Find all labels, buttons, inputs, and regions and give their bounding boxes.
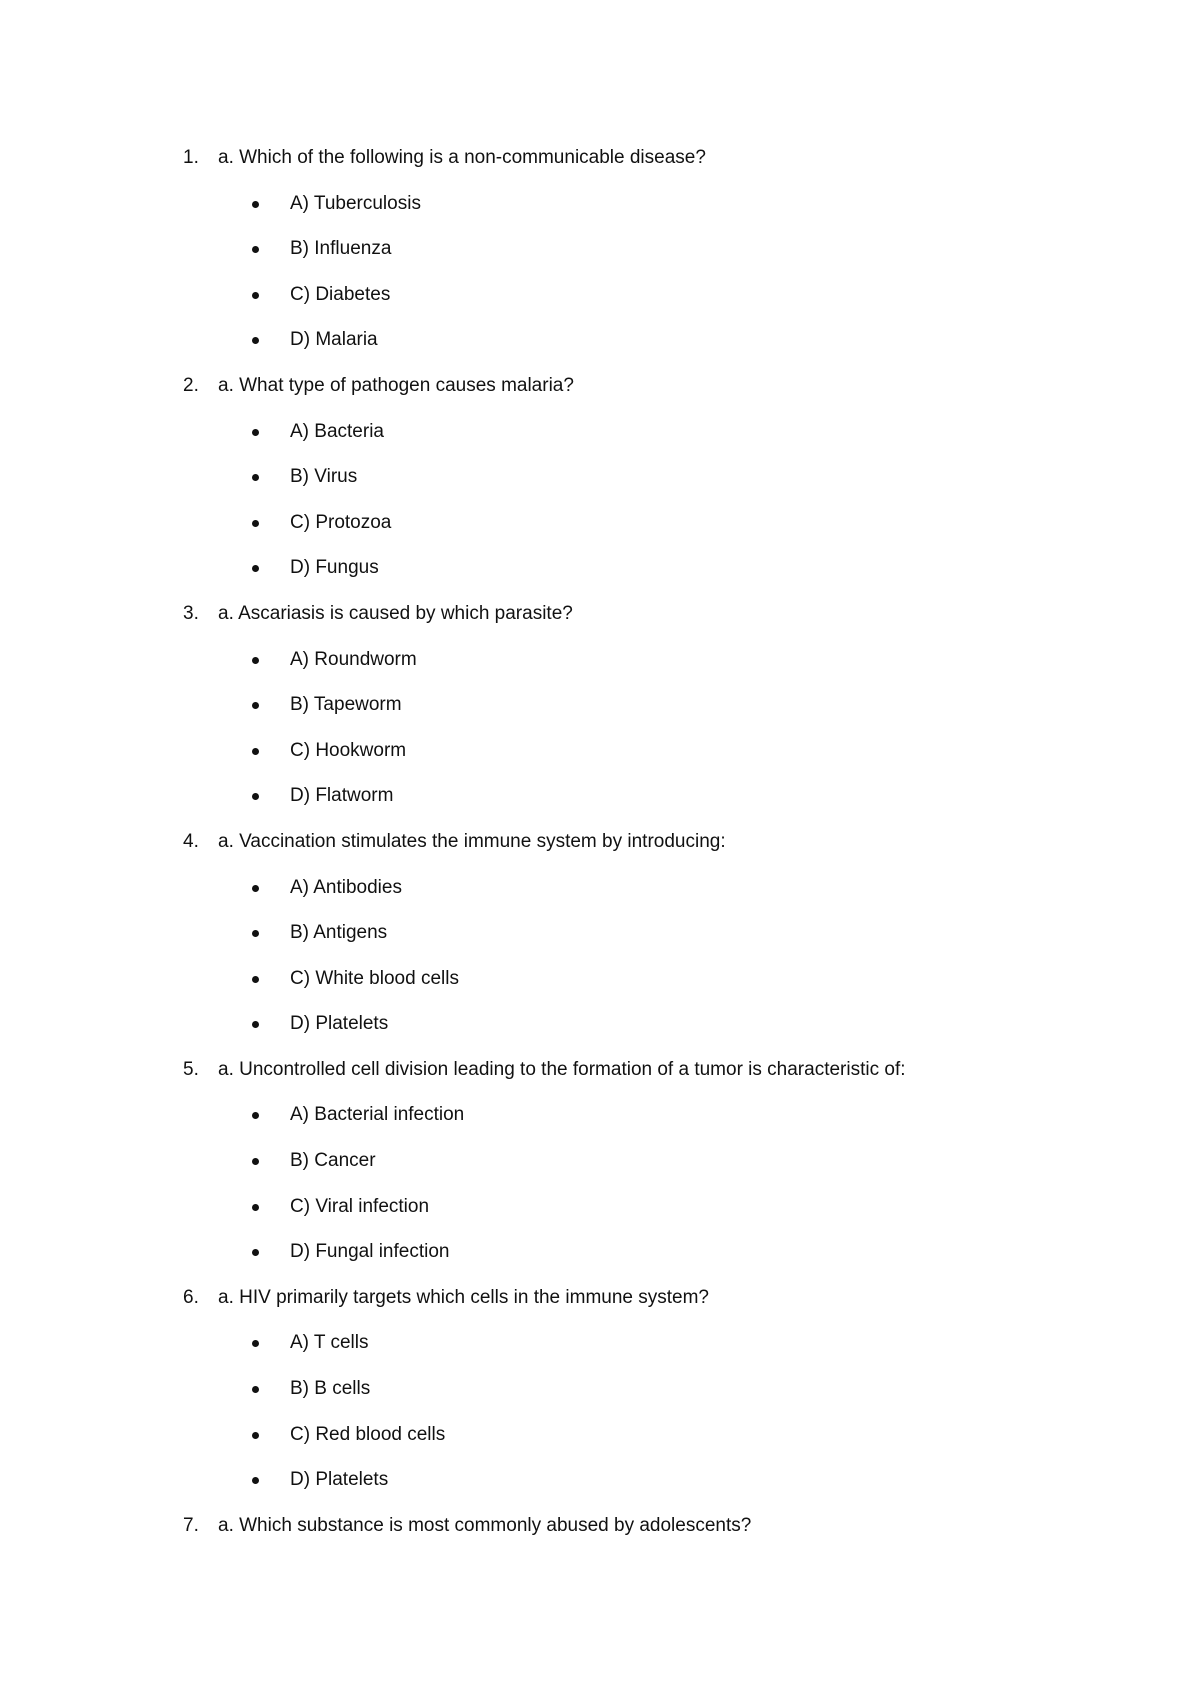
question-text: a. What type of pathogen causes malaria?: [218, 374, 574, 396]
question-line: [0, 1287, 1200, 1333]
answer-option: [0, 1378, 1200, 1424]
bullet-icon: [252, 1204, 259, 1211]
answer-option: [0, 1104, 1200, 1150]
question-item: [0, 1515, 1200, 1561]
bullet-icon: [252, 474, 259, 481]
bullet-icon: [252, 748, 259, 755]
answer-option: [0, 785, 1200, 831]
answer-option-text: B) Tapeworm: [290, 694, 402, 716]
answer-option: [0, 877, 1200, 923]
question-number: 2.: [183, 374, 199, 396]
answer-option: [0, 329, 1200, 375]
answer-options: [0, 649, 1200, 831]
question-line: [0, 1515, 1200, 1561]
answer-option: [0, 1196, 1200, 1242]
answer-option-text: B) Antigens: [290, 922, 388, 944]
answer-option-text: C) Protozoa: [290, 511, 392, 533]
bullet-icon: [252, 292, 259, 299]
answer-option: [0, 649, 1200, 695]
answer-option: [0, 466, 1200, 512]
answer-option-text: D) Platelets: [290, 1013, 389, 1035]
question-text: a. HIV primarily targets which cells in the immune system?: [218, 1286, 709, 1308]
bullet-icon: [252, 201, 259, 208]
bullet-icon: [252, 976, 259, 983]
bullet-icon: [252, 1249, 259, 1256]
question-item: [0, 147, 1200, 375]
bullet-icon: [252, 429, 259, 436]
answer-options: [0, 1332, 1200, 1514]
question-number: 5.: [183, 1058, 199, 1080]
answer-option: [0, 1469, 1200, 1515]
bullet-icon: [252, 1340, 259, 1347]
question-line: [0, 1059, 1200, 1105]
answer-option: [0, 1150, 1200, 1196]
bullet-icon: [252, 1158, 259, 1165]
question-item: [0, 375, 1200, 603]
bullet-icon: [252, 1386, 259, 1393]
bullet-icon: [252, 702, 259, 709]
question-item: [0, 831, 1200, 1059]
answer-options: [0, 193, 1200, 375]
question-list: [0, 147, 1200, 1560]
answer-option-text: D) Fungus: [290, 557, 379, 579]
bullet-icon: [252, 793, 259, 800]
answer-option: [0, 512, 1200, 558]
answer-option-text: B) B cells: [290, 1378, 371, 1400]
answer-option-text: D) Malaria: [290, 329, 378, 351]
answer-option-text: C) White blood cells: [290, 967, 459, 989]
answer-option: [0, 193, 1200, 239]
answer-option-text: A) Antibodies: [290, 876, 402, 898]
answer-option-text: D) Platelets: [290, 1469, 389, 1491]
question-line: [0, 603, 1200, 649]
bullet-icon: [252, 1112, 259, 1119]
bullet-icon: [252, 885, 259, 892]
bullet-icon: [252, 565, 259, 572]
answer-option-text: A) Roundworm: [290, 648, 417, 670]
answer-option: [0, 284, 1200, 330]
question-text: a. Vaccination stimulates the immune system by introducing:: [218, 830, 726, 852]
question-number: 4.: [183, 830, 199, 852]
answer-option-text: A) Tuberculosis: [290, 192, 421, 214]
answer-option-text: B) Virus: [290, 466, 358, 488]
answer-option-text: D) Fungal infection: [290, 1241, 450, 1263]
question-number: 3.: [183, 602, 199, 624]
answer-option: [0, 694, 1200, 740]
answer-option: [0, 1424, 1200, 1470]
question-item: [0, 1059, 1200, 1287]
bullet-icon: [252, 520, 259, 527]
answer-option: [0, 1332, 1200, 1378]
bullet-icon: [252, 1021, 259, 1028]
answer-option-text: D) Flatworm: [290, 785, 394, 807]
answer-option-text: B) Cancer: [290, 1150, 376, 1172]
answer-option: [0, 421, 1200, 467]
question-text: a. Uncontrolled cell division leading to the formation of a tumor is characteristic of:: [218, 1058, 906, 1080]
question-line: [0, 831, 1200, 877]
answer-option: [0, 968, 1200, 1014]
bullet-icon: [252, 337, 259, 344]
answer-option: [0, 557, 1200, 603]
answer-option-text: B) Influenza: [290, 238, 392, 260]
question-text: a. Which substance is most commonly abused by adolescents?: [218, 1514, 752, 1536]
bullet-icon: [252, 930, 259, 937]
bullet-icon: [252, 657, 259, 664]
question-number: 1.: [183, 147, 199, 168]
question-text: a. Ascariasis is caused by which parasite?: [218, 602, 573, 624]
answer-options: [0, 1104, 1200, 1286]
question-item: [0, 1287, 1200, 1515]
answer-option-text: A) T cells: [290, 1332, 369, 1354]
answer-options: [0, 421, 1200, 603]
question-item: [0, 603, 1200, 831]
answer-option: [0, 922, 1200, 968]
question-number: 6.: [183, 1286, 199, 1308]
answer-option-text: A) Bacteria: [290, 420, 384, 442]
answer-option: [0, 238, 1200, 284]
answer-option-text: C) Red blood cells: [290, 1423, 446, 1445]
answer-option-text: C) Hookworm: [290, 739, 407, 761]
bullet-icon: [252, 1432, 259, 1439]
question-line: [0, 147, 1200, 193]
question-line: [0, 375, 1200, 421]
answer-option: [0, 740, 1200, 786]
answer-option-text: C) Viral infection: [290, 1195, 430, 1217]
question-number: 7.: [183, 1514, 199, 1536]
answer-option: [0, 1241, 1200, 1287]
bullet-icon: [252, 246, 259, 253]
answer-option: [0, 1013, 1200, 1059]
bullet-icon: [252, 1477, 259, 1484]
answer-option-text: A) Bacterial infection: [290, 1104, 465, 1126]
question-text: a. Which of the following is a non-communicable disease?: [218, 147, 706, 168]
answer-options: [0, 877, 1200, 1059]
answer-option-text: C) Diabetes: [290, 283, 391, 305]
